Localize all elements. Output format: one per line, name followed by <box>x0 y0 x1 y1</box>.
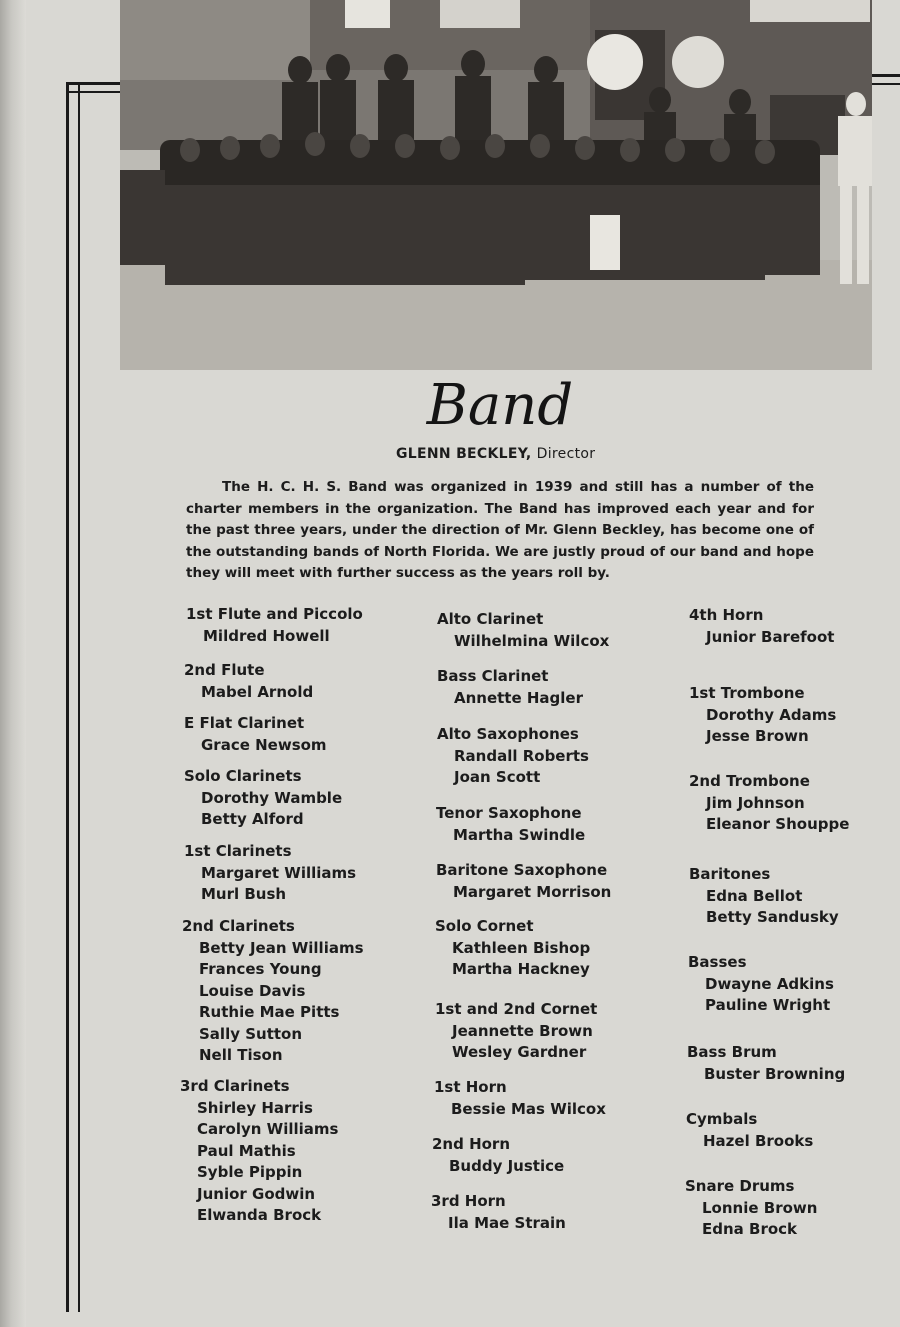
member-name: Edna Bellot <box>706 886 803 905</box>
section-4th-horn <box>689 605 834 648</box>
section-3rd-clarinets <box>180 1076 338 1227</box>
director-role: Director <box>536 446 596 462</box>
member-name: Buddy Justice <box>449 1156 565 1175</box>
member-name: Sally Sutton <box>199 1024 303 1043</box>
member-name: Margaret Morrison <box>453 882 612 901</box>
section-heading: 3rd Horn <box>431 1192 506 1210</box>
section-heading: 1st Flute and Piccolo <box>186 605 363 623</box>
member-name: Junior Barefoot <box>706 627 835 646</box>
section-heading: Baritone Saxophone <box>436 861 608 879</box>
section-heading: 2nd Trombone <box>689 772 810 790</box>
member-name: Mabel Arnold <box>201 682 314 701</box>
section-baritone-saxophone <box>436 860 611 903</box>
member-name: Eleanor Shouppe <box>706 815 850 833</box>
member-name: Junior Godwin <box>197 1184 316 1203</box>
member-name: Carolyn Williams <box>197 1120 339 1138</box>
member-name: Annette Hagler <box>454 688 584 707</box>
member-name: Nell Tison <box>199 1046 283 1064</box>
section-baritones <box>689 864 839 929</box>
member-name: Wilhelmina Wilcox <box>454 631 610 650</box>
section-heading: 1st Clarinets <box>184 842 292 860</box>
section-1st-clarinets <box>184 841 356 906</box>
section-heading: 2nd Clarinets <box>182 917 295 935</box>
section-bass-brum <box>687 1042 845 1085</box>
section-e-flat-clarinet <box>184 713 327 756</box>
member-name: Kathleen Bishop <box>452 938 591 957</box>
page-border-left <box>66 82 80 1312</box>
page-border-top <box>66 82 120 93</box>
member-name: Shirley Harris <box>197 1098 313 1117</box>
member-name: Louise Davis <box>199 981 306 1000</box>
section-heading: 2nd Flute <box>184 661 265 679</box>
intro-paragraph <box>186 477 814 585</box>
section-heading: Basses <box>688 953 747 971</box>
section-solo-cornet <box>435 916 590 981</box>
member-name: Pauline Wright <box>705 996 831 1014</box>
page-title <box>300 372 700 440</box>
section-heading: Alto Clarinet <box>437 610 544 628</box>
member-name: Frances Young <box>199 960 322 978</box>
member-name: Margaret Williams <box>201 863 357 882</box>
member-name: Hazel Brooks <box>703 1131 814 1150</box>
section-heading: Snare Drums <box>685 1177 795 1195</box>
member-name: Jim Johnson <box>706 793 805 812</box>
member-name: Mildred Howell <box>203 626 330 645</box>
section-tenor-saxophone <box>436 803 585 846</box>
member-name: Betty Sandusky <box>706 908 839 926</box>
section-heading: Alto Saxophones <box>437 725 579 743</box>
section-heading: E Flat Clarinet <box>184 714 305 732</box>
member-name: Jeannette Brown <box>452 1021 593 1040</box>
section-2nd-horn <box>432 1134 564 1177</box>
section-1st-flute <box>186 604 363 647</box>
section-2nd-clarinets <box>182 916 364 1067</box>
member-name: Ila Mae Strain <box>448 1213 566 1232</box>
section-heading: 2nd Horn <box>432 1135 511 1153</box>
section-bass-clarinet <box>437 666 583 709</box>
title-text: Band <box>426 373 574 438</box>
member-name: Betty Jean Williams <box>199 938 364 957</box>
page-border-top-right <box>872 74 900 85</box>
section-heading: 1st Horn <box>434 1078 507 1096</box>
section-heading: Bass Clarinet <box>437 667 549 685</box>
section-2nd-flute <box>184 660 313 703</box>
member-name: Bessie Mas Wilcox <box>451 1099 606 1118</box>
section-1st-2nd-cornet <box>435 999 597 1064</box>
section-3rd-horn <box>431 1191 566 1234</box>
section-alto-saxophones <box>437 724 589 789</box>
member-name: Elwanda Brock <box>197 1206 322 1224</box>
intro-text: The H. C. H. S. Band was organized in 1939 and still has a number of the charter members in the organization. The Band has improved each year and for the past three years, under the direction of Mr. Glenn Beckley, has become one of the outstanding bands of North Florida. We are justly proud of our band and hope they will meet with further success as the years roll by. <box>186 479 814 581</box>
section-snare-drums <box>685 1176 817 1241</box>
member-name: Dorothy Adams <box>706 705 837 724</box>
section-heading: 1st Trombone <box>689 684 805 702</box>
section-1st-trombone <box>689 683 836 748</box>
section-alto-clarinet <box>437 609 609 652</box>
section-cymbals <box>686 1109 813 1152</box>
section-heading: Solo Clarinets <box>184 767 302 785</box>
section-heading: 4th Horn <box>689 606 764 624</box>
section-basses <box>688 952 834 1017</box>
section-heading: 3rd Clarinets <box>180 1077 290 1095</box>
member-name: Paul Mathis <box>197 1141 296 1160</box>
section-2nd-trombone <box>689 771 849 836</box>
member-name: Syble Pippin <box>197 1163 303 1181</box>
band-group-photo <box>120 0 872 370</box>
member-name: Jesse Brown <box>706 727 809 745</box>
member-name: Grace Newsom <box>201 735 327 754</box>
member-name: Martha Swindle <box>453 825 586 844</box>
member-name: Buster Browning <box>704 1064 846 1083</box>
section-heading: Bass Brum <box>687 1043 777 1061</box>
member-name: Ruthie Mae Pitts <box>199 1003 340 1021</box>
member-name: Joan Scott <box>454 768 541 786</box>
member-name: Betty Alford <box>201 810 304 828</box>
member-name: Edna Brock <box>702 1220 798 1238</box>
director-name: GLENN BECKLEY, <box>396 446 532 462</box>
member-name: Randall Roberts <box>454 746 589 765</box>
section-heading: Baritones <box>689 865 771 883</box>
section-solo-clarinets <box>184 766 342 831</box>
director-line <box>396 446 595 462</box>
section-1st-horn <box>434 1077 606 1120</box>
member-name: Dorothy Wamble <box>201 788 343 807</box>
section-heading: 1st and 2nd Cornet <box>435 1000 598 1018</box>
member-name: Dwayne Adkins <box>705 974 834 993</box>
section-heading: Tenor Saxophone <box>436 804 582 822</box>
member-name: Murl Bush <box>201 885 287 903</box>
section-heading: Cymbals <box>686 1110 758 1128</box>
member-name: Martha Hackney <box>452 960 590 978</box>
book-binding <box>0 0 26 1327</box>
member-name: Lonnie Brown <box>702 1198 818 1217</box>
member-name: Wesley Gardner <box>452 1043 587 1061</box>
section-heading: Solo Cornet <box>435 917 534 935</box>
